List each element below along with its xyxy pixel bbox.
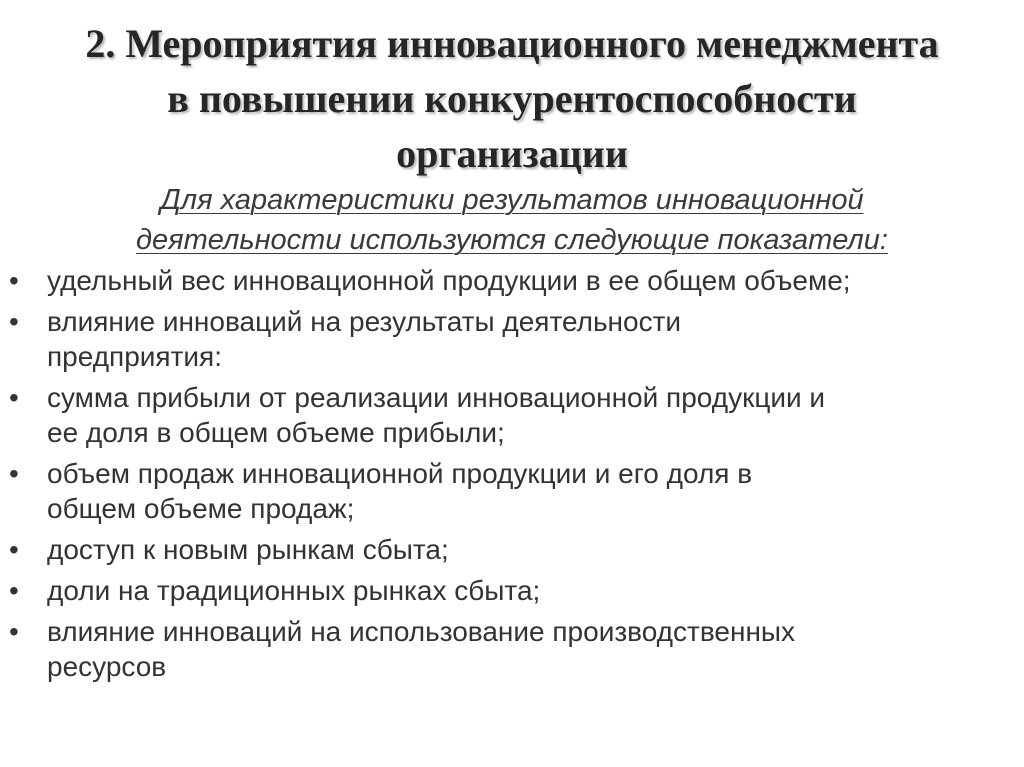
bullet-icon: •	[9, 382, 19, 413]
bullet-icon: •	[9, 458, 19, 489]
list-item	[0, 380, 1024, 450]
subtitle-line	[0, 180, 1024, 220]
list-item	[0, 614, 1024, 684]
title-line: 2. Мероприятия инновационного менеджмента	[85, 21, 939, 66]
title-line: организации	[396, 131, 628, 176]
list-item-text: объем продаж инновационной продукции и его доля в	[47, 458, 753, 489]
slide-subtitle	[0, 180, 1024, 260]
list-item	[0, 263, 1024, 298]
bullet-icon: •	[9, 534, 19, 565]
bullet-icon: •	[9, 306, 19, 337]
list-item	[0, 532, 1024, 567]
list-item-text: удельный вес инновационной продукции в ее общем объеме;	[47, 265, 851, 296]
title-line: в повышении конкурентоспособности	[167, 76, 857, 121]
list-item-text: ее доля в общем объеме прибыли;	[47, 417, 505, 448]
slide-title	[0, 16, 1024, 181]
list-item-text: доли на традиционных рынках сбыта;	[47, 575, 541, 606]
list-item	[0, 304, 1024, 374]
list-item-text: сумма прибыли от реализации инновационной продукции и	[47, 382, 826, 413]
list-item-text: доступ к новым рынкам сбыта;	[47, 534, 449, 565]
bullet-icon: •	[9, 265, 19, 296]
list-item-text: предприятия:	[47, 341, 222, 372]
subtitle-line	[0, 220, 1024, 260]
list-item-text: влияние инноваций на использование производственных	[47, 616, 796, 647]
bullet-icon: •	[9, 616, 19, 647]
indicator-list	[0, 263, 1024, 690]
bullet-icon: •	[9, 575, 19, 606]
subtitle-text: деятельности используются следующие показатели:	[136, 224, 888, 256]
list-item	[0, 456, 1024, 526]
list-item-text: влияние инноваций на результаты деятельности	[47, 306, 682, 337]
list-item	[0, 573, 1024, 608]
list-item-text: ресурсов	[47, 651, 167, 682]
list-item-text: общем объеме продаж;	[47, 493, 355, 524]
subtitle-text: Для характеристики результатов инновационной	[160, 184, 864, 216]
